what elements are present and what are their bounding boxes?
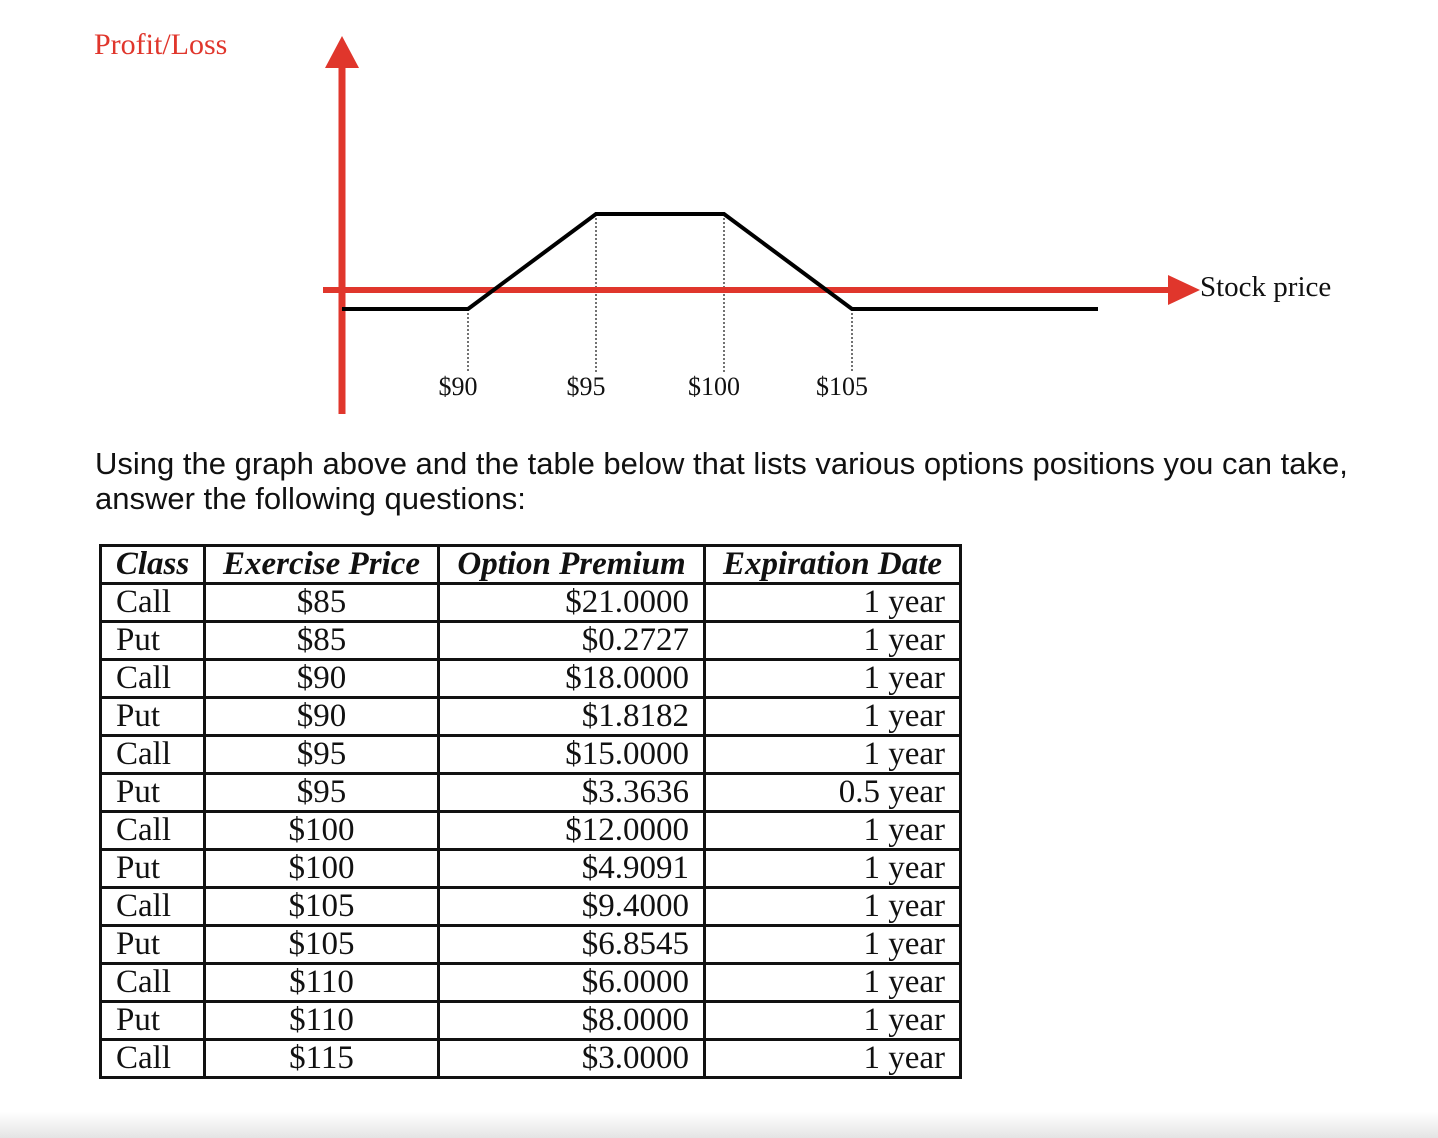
option-class-cell: Put: [101, 850, 205, 888]
expiration-date-cell: 1 year: [705, 812, 961, 850]
chart-plot-area: [323, 36, 1200, 414]
option-premium-cell: $12.0000: [439, 812, 705, 850]
column-header: Exercise Price: [205, 546, 439, 584]
exercise-price-cell: $100: [205, 812, 439, 850]
x-axis-arrow: [1168, 275, 1200, 305]
option-class-cell: Put: [101, 774, 205, 812]
option-premium-cell: $18.0000: [439, 660, 705, 698]
x-axis-label: Stock price: [1200, 271, 1332, 303]
exercise-price-cell: $110: [205, 1002, 439, 1040]
question-text: Using the graph above and the table below that lists various options positions you can take, answer the following questions:: [95, 446, 1348, 516]
option-class-cell: Put: [101, 1002, 205, 1040]
option-premium-cell: $6.0000: [439, 964, 705, 1002]
exercise-price-cell: $115: [205, 1040, 439, 1078]
exercise-price-cell: $90: [205, 660, 439, 698]
exercise-price-cell: $90: [205, 698, 439, 736]
x-tick-label: $90: [438, 372, 478, 401]
expiration-date-cell: 1 year: [705, 622, 961, 660]
table-row: [101, 660, 961, 698]
option-premium-cell: $4.9091: [439, 850, 705, 888]
option-class-cell: Call: [101, 812, 205, 850]
table-row: [101, 850, 961, 888]
y-axis-label: Profit/Loss: [94, 28, 228, 61]
option-premium-cell: $8.0000: [439, 1002, 705, 1040]
expiration-date-cell: 1 year: [705, 698, 961, 736]
column-header: Expiration Date: [705, 546, 961, 584]
table-row: [101, 1040, 961, 1078]
y-axis-arrow: [325, 36, 359, 68]
expiration-date-cell: 0.5 year: [705, 774, 961, 812]
expiration-date-cell: 1 year: [705, 1040, 961, 1078]
option-class-cell: Call: [101, 584, 205, 622]
x-tick-label: $105: [816, 372, 868, 401]
option-class-cell: Call: [101, 888, 205, 926]
option-class-cell: Call: [101, 736, 205, 774]
table-row: [101, 736, 961, 774]
option-class-cell: Put: [101, 622, 205, 660]
page-bottom-fade: [0, 1112, 1438, 1138]
exercise-price-cell: $100: [205, 850, 439, 888]
exercise-price-cell: $105: [205, 888, 439, 926]
table-row: [101, 888, 961, 926]
exercise-price-cell: $85: [205, 584, 439, 622]
x-tick-label: $95: [566, 372, 606, 401]
option-premium-cell: $3.3636: [439, 774, 705, 812]
option-class-cell: Call: [101, 1040, 205, 1078]
exercise-price-cell: $95: [205, 736, 439, 774]
option-premium-cell: $6.8545: [439, 926, 705, 964]
table-header-row: [101, 546, 961, 584]
expiration-date-cell: 1 year: [705, 736, 961, 774]
table-row: [101, 1002, 961, 1040]
option-premium-cell: $0.2727: [439, 622, 705, 660]
option-premium-cell: $21.0000: [439, 584, 705, 622]
expiration-date-cell: 1 year: [705, 888, 961, 926]
options-table: [99, 544, 962, 1079]
table-row: [101, 926, 961, 964]
exercise-price-cell: $105: [205, 926, 439, 964]
payoff-line: [342, 214, 1098, 309]
expiration-date-cell: 1 year: [705, 850, 961, 888]
expiration-date-cell: 1 year: [705, 964, 961, 1002]
expiration-date-cell: 1 year: [705, 584, 961, 622]
table-body: [101, 584, 961, 1078]
table-row: [101, 622, 961, 660]
table-row: [101, 698, 961, 736]
x-tick-label: $100: [688, 372, 740, 401]
option-class-cell: Put: [101, 698, 205, 736]
expiration-date-cell: 1 year: [705, 660, 961, 698]
table-row: [101, 584, 961, 622]
option-premium-cell: $15.0000: [439, 736, 705, 774]
column-header: Class: [101, 546, 205, 584]
table-row: [101, 774, 961, 812]
table-row: [101, 964, 961, 1002]
expiration-date-cell: 1 year: [705, 926, 961, 964]
option-class-cell: Call: [101, 660, 205, 698]
exercise-price-cell: $85: [205, 622, 439, 660]
exercise-price-cell: $110: [205, 964, 439, 1002]
table-row: [101, 812, 961, 850]
option-class-cell: Call: [101, 964, 205, 1002]
expiration-date-cell: 1 year: [705, 1002, 961, 1040]
option-class-cell: Put: [101, 926, 205, 964]
payoff-chart: [0, 0, 1438, 440]
option-premium-cell: $1.8182: [439, 698, 705, 736]
exercise-price-cell: $95: [205, 774, 439, 812]
option-premium-cell: $9.4000: [439, 888, 705, 926]
option-premium-cell: $3.0000: [439, 1040, 705, 1078]
column-header: Option Premium: [439, 546, 705, 584]
